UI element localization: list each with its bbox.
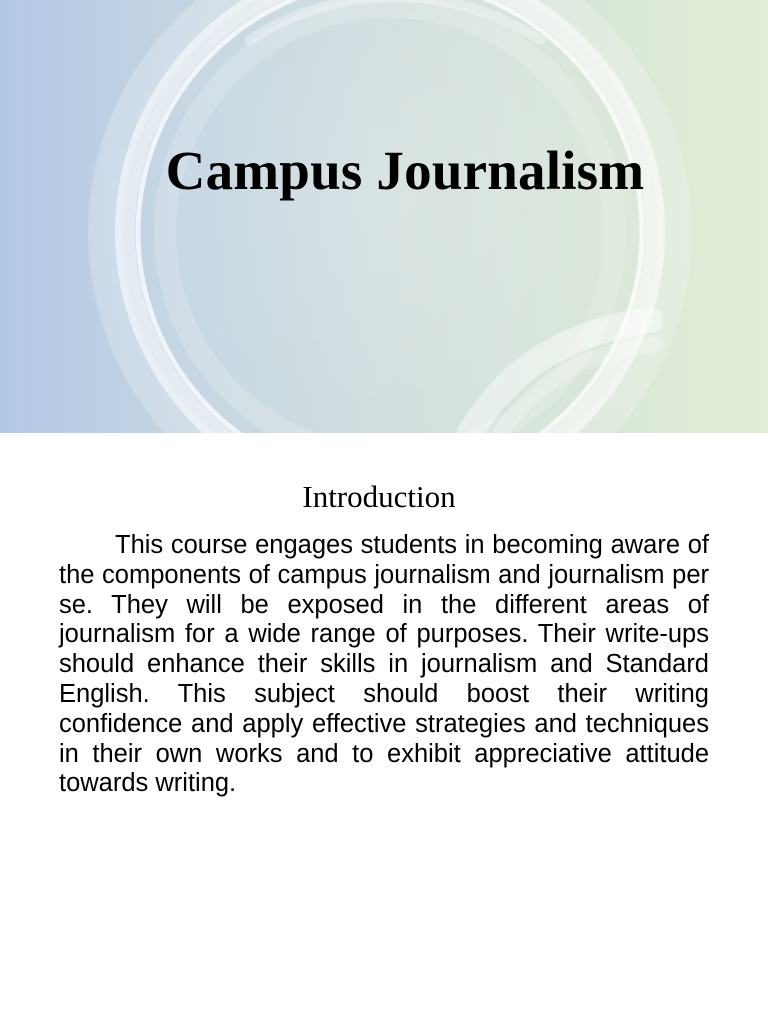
slide-title: Campus Journalism <box>165 140 645 201</box>
section-heading: Introduction <box>302 479 456 514</box>
body-paragraph: This course engages students in becoming aware of the components of campus journalism and journalism per se. They will be exposed in the different areas of journalism for a wide range of purposes. Their write-ups should enhance their skills in journalism and Standard English. This subject should boost their writing confidence and apply effective strategies and techniques in their own works and to exhibit appreciative attitude towards writing. <box>59 531 709 798</box>
glossy-ring-icon <box>0 0 768 433</box>
title-banner <box>0 0 768 433</box>
